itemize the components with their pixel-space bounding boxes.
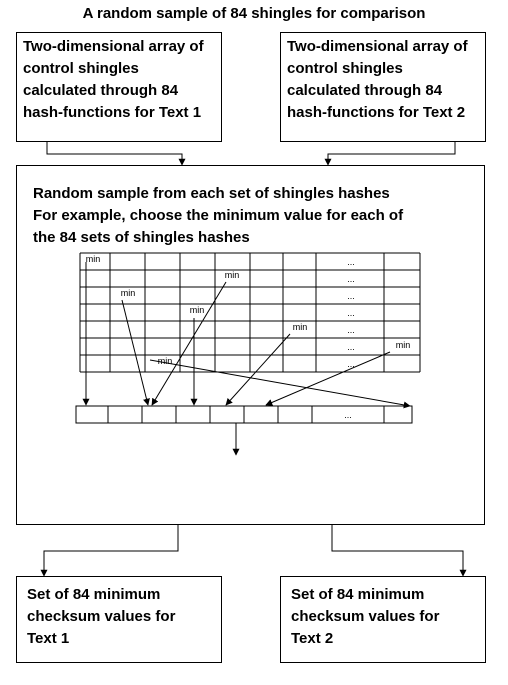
min-label: min: [85, 254, 101, 264]
min-label: min: [120, 288, 136, 298]
min-label: min: [189, 305, 205, 315]
process-to-output1-connector: [44, 525, 178, 576]
grid-ellipsis: ...: [347, 291, 355, 301]
min-label: min: [292, 322, 308, 332]
result-row: [76, 406, 412, 423]
text2-shingles-label: Two-dimensional array of control shingles calculated through 84 hash-functions for Text 2: [287, 38, 468, 121]
result-ellipsis: ...: [344, 410, 352, 420]
shingle-hash-grid: [80, 253, 420, 372]
selection-arrow: [122, 300, 148, 405]
grid-ellipsis: ...: [347, 359, 355, 369]
selection-arrow: [266, 352, 390, 405]
text2-to-process-connector: [328, 142, 455, 165]
grid-ellipsis: ...: [347, 274, 355, 284]
grid-labels: [86, 254, 411, 420]
text1-minimum-set-label: Set of 84 minimum checksum values for Text 1: [27, 586, 176, 647]
grid-ellipsis: ...: [347, 325, 355, 335]
grid-ellipsis: ...: [347, 257, 355, 267]
selection-arrow: [226, 334, 290, 405]
min-label: min: [395, 340, 411, 350]
diagram-title: A random sample of 84 shingles for comparison: [82, 5, 426, 22]
text1-shingles-label: Two-dimensional array of control shingles calculated through 84 hash-functions for Text 1: [23, 38, 204, 121]
text1-to-process-connector: [47, 142, 182, 165]
text2-minimum-set-label: Set of 84 minimum checksum values for Text 2: [291, 586, 440, 647]
selection-arrows: [86, 262, 410, 406]
grid-ellipsis: ...: [347, 342, 355, 352]
random-sample-label: Random sample from each set of shingles hashes For example, choose the minimum value for each of the 84 sets of shingles hashes: [33, 185, 404, 246]
process-to-output2-connector: [332, 525, 463, 576]
min-label: min: [157, 356, 173, 366]
min-label: min: [224, 270, 240, 280]
grid-ellipsis: ...: [347, 308, 355, 318]
